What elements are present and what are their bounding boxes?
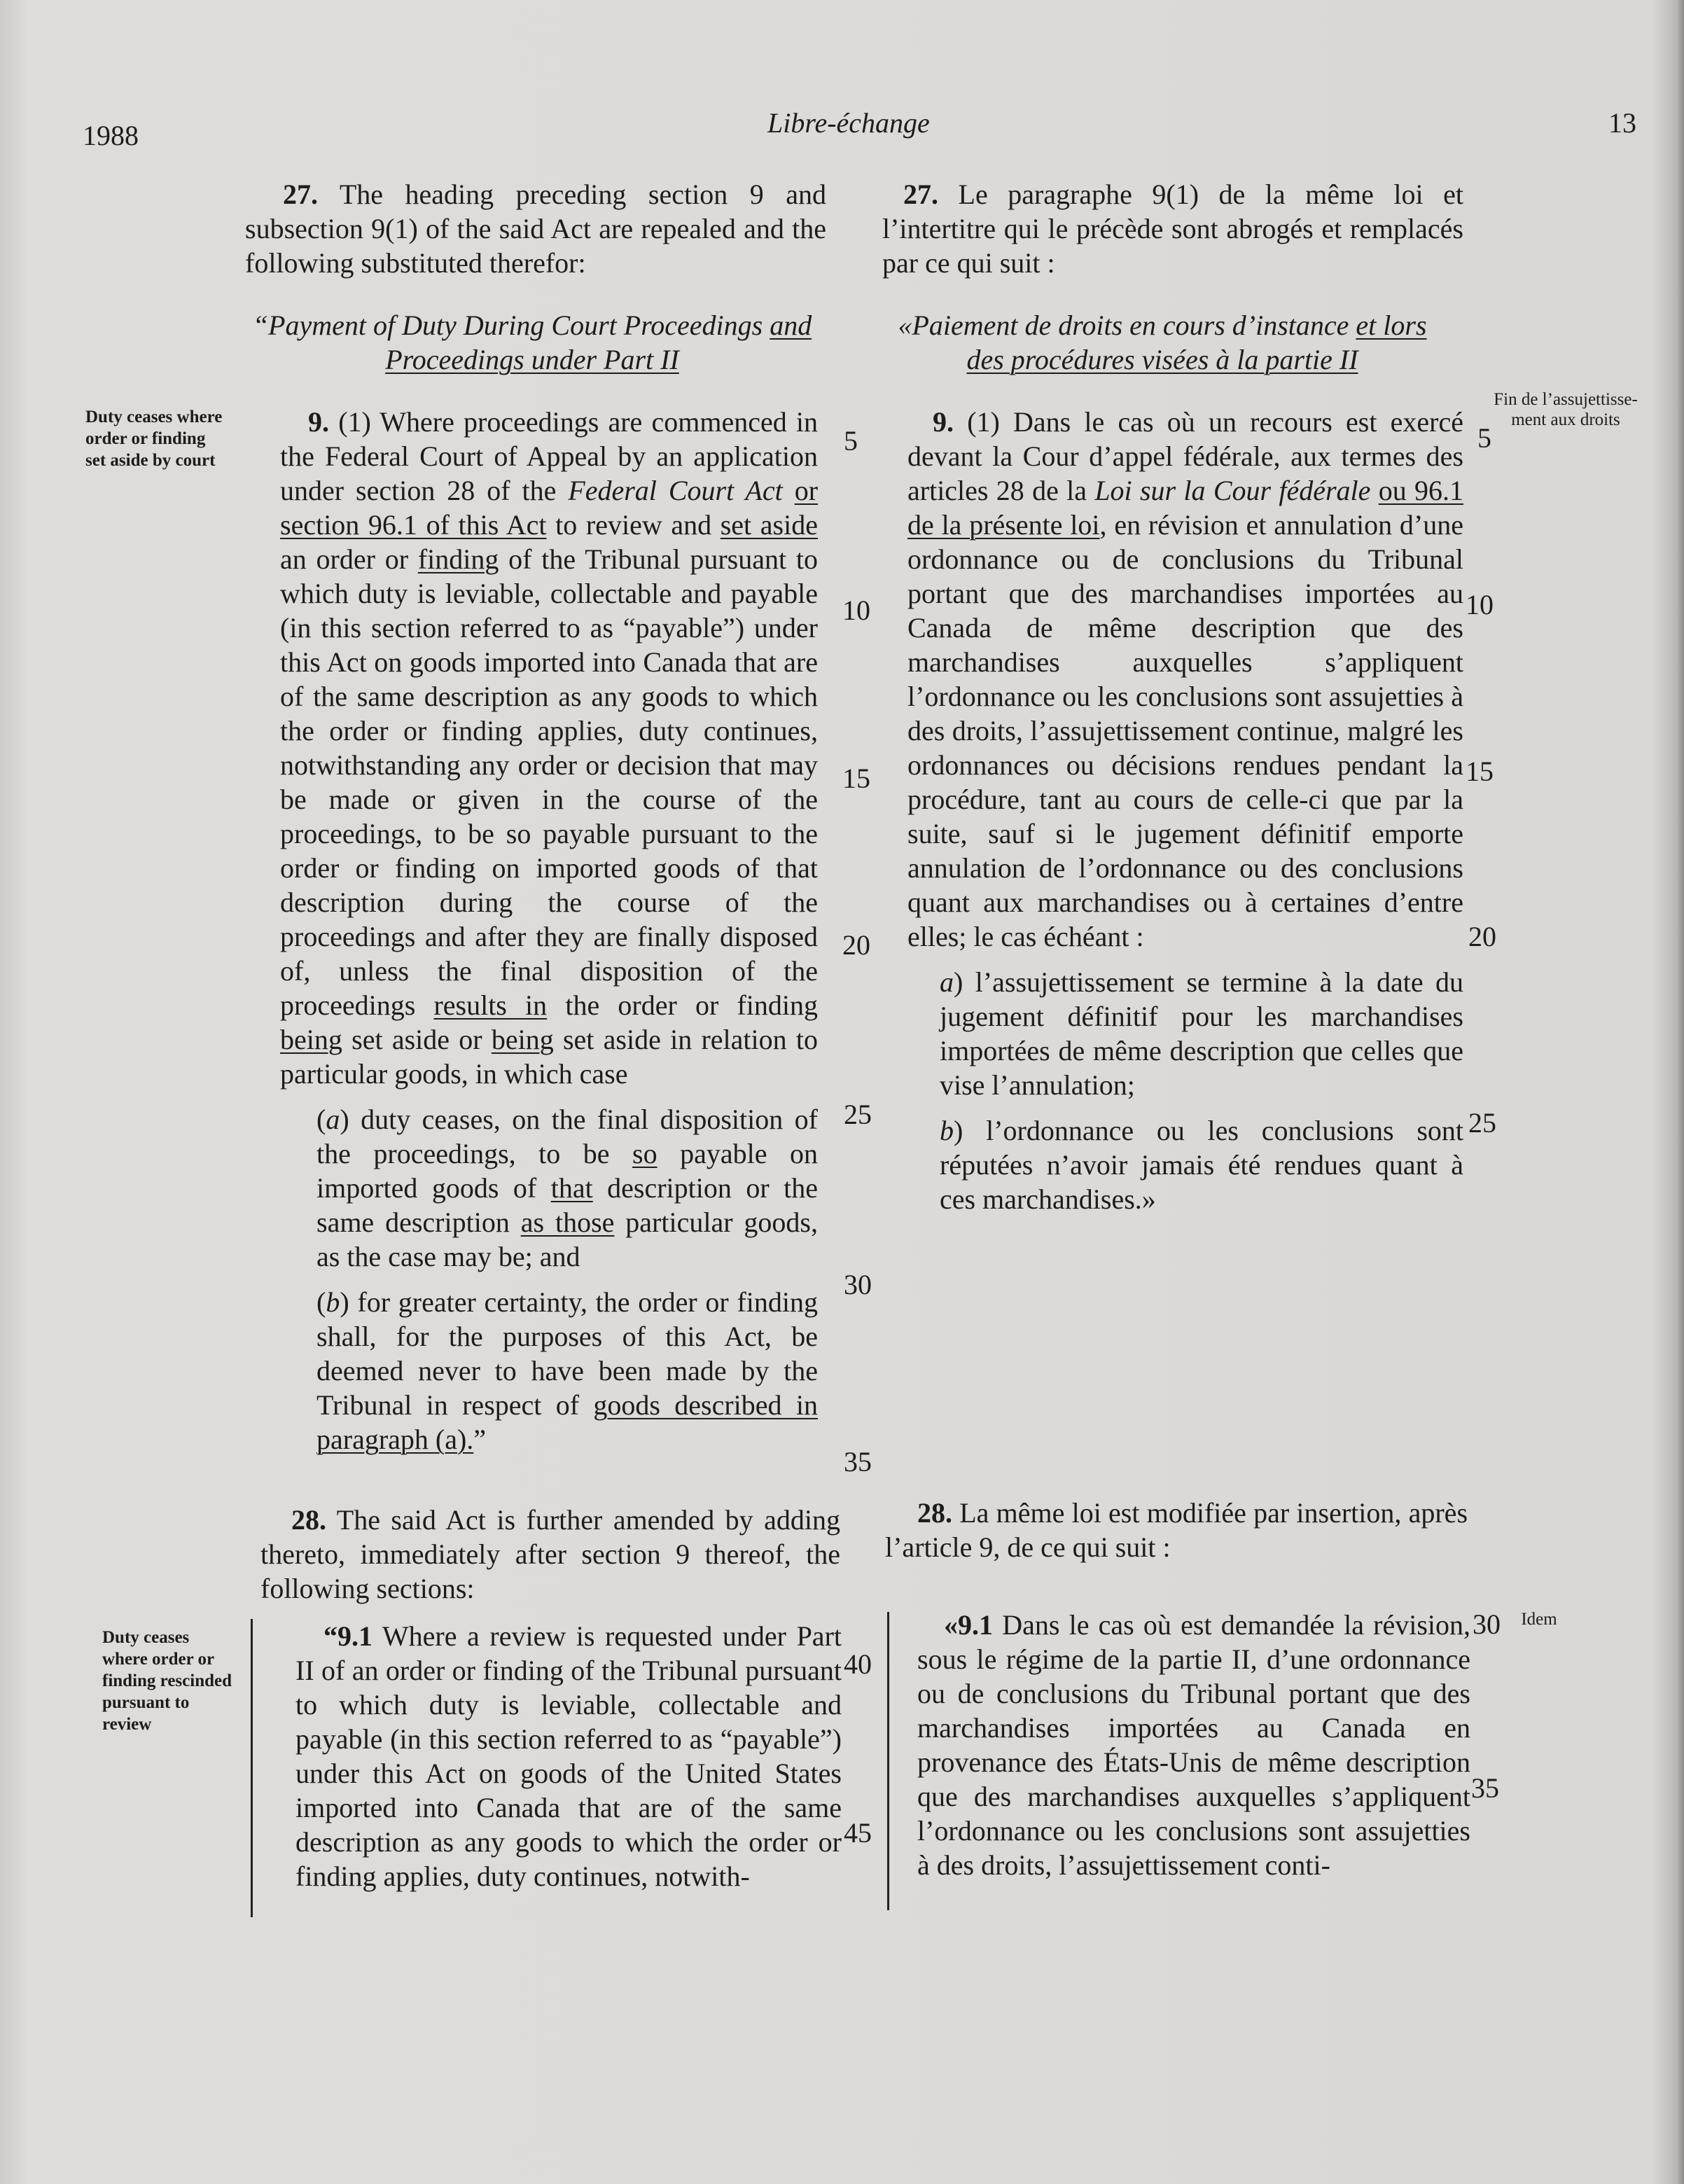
fr-para-a-text: l’assujettissement se termine à la date du jugement définitif pour les marchandises importées de même description que celles que vise l’annulation; <box>940 966 1463 1101</box>
fr-s28-number: 28. <box>917 1497 952 1529</box>
english-section-9-1 <box>295 1619 842 1893</box>
en-line-number-30: 30 <box>844 1269 872 1300</box>
en-heading-underlined: and Proceedings under Part II <box>385 309 812 375</box>
en-s27-text: The heading preceding section 9 and subsection 9(1) of the said Act are repealed and the following substituted therefor: <box>245 179 827 279</box>
fr-s91-paragraph <box>917 1608 1470 1882</box>
en-amendment-bar <box>251 1619 253 1917</box>
fr-heading-text: «Paiement de droits en cours d’instance <box>898 309 1356 341</box>
en-s9-text-4: an order or <box>280 543 418 575</box>
en-section-28 <box>260 1503 840 1606</box>
en-section-27 <box>245 177 826 280</box>
fr-s91-number: «9.1 <box>944 1609 993 1641</box>
en-s9-text-7: set aside or <box>342 1024 492 1055</box>
en-s9-text-5: of the Tribunal pursuant to which duty is leviable, collectable and payable (in this section referred to as “payable”) under this Act on goods imported into Canada that are of the same description as any goods to which the order or finding applies, duty continues, notwithstanding any order or decision that may be made or given in the course of the proceedings, to be so payable pursuant to the order or finding on imported goods of that description during the course of the proceedings and after they are finally disposed of, unless the final disposition of the proceedings <box>280 543 818 1021</box>
en-paragraph-a: (a) duty ceases, on the final disposition of the proceedings, to be so payable on imported goods of that description or the same description as those particular goods, as the case may be; and <box>316 1104 819 1272</box>
header-year: 1988 <box>83 120 139 151</box>
en-s91-number: “9.1 <box>323 1620 373 1652</box>
en-line-number-5: 5 <box>844 425 858 457</box>
en-s9-amend-3: finding <box>417 543 499 575</box>
margin-note-right-1: Fin de l’assujettisse-ment aux droits <box>1494 390 1638 429</box>
fr-s27-number: 27. <box>903 179 938 210</box>
margin-note-left-2: Duty ceases where order or finding rescinded pursuant to review <box>102 1628 232 1734</box>
en-para-a-text-1: duty ceases, on the final disposition of the proceedings, to be <box>316 1104 818 1169</box>
en-s9-number: 9. <box>308 406 329 438</box>
en-s9-paragraph <box>280 405 818 1091</box>
en-para-b-label: b <box>326 1286 340 1318</box>
en-line-number-35: 35 <box>844 1446 872 1477</box>
fr-s9-text-1: (1) Dans le cas où un recours est exercé devant la Cour d’appel fédérale, aux termes des articles 28 de la <box>907 406 1464 506</box>
header-title: Libre-échange <box>767 107 930 139</box>
fr-line-number-15: 15 <box>1466 756 1494 787</box>
french-column-upper <box>882 177 1463 1216</box>
en-para-b-amend-1: goods described in paragraph (a). <box>316 1389 818 1455</box>
margin-note-left-1: Duty ceases where order or finding set aside by court <box>85 408 223 470</box>
fr-paragraph-a: a) l’assujettissement se termine à la date du jugement définitif pour les marchandises importées de même description que celles que vise l’annulation; <box>940 966 1463 1101</box>
en-line-number-45: 45 <box>844 1817 872 1849</box>
fr-line-number-30: 30 <box>1473 1608 1501 1640</box>
fr-s9-text-2 <box>1370 475 1378 506</box>
en-s9-text-1: (1) Where proceedings are commenced in the Federal Court of Appeal by an application under section 28 of the <box>280 406 819 506</box>
fr-paragraph-b: b) l’ordonnance ou les conclusions sont réputées n’avoir jamais été rendues quant à ces marchandises.» <box>940 1115 1463 1215</box>
en-s9-italic-act: Federal Court Act <box>568 475 783 506</box>
en-heading-text: “Payment of Duty During Court Proceedings <box>252 309 770 341</box>
fr-line-number-10: 10 <box>1466 589 1494 620</box>
fr-heading-underlined: et lors des procédures visées à la partie II <box>966 309 1427 375</box>
en-s9-text-8: set aside in relation to particular goods, in which case <box>280 1024 819 1090</box>
en-section-9 <box>245 405 826 1456</box>
en-s28-number: 28. <box>291 1504 326 1536</box>
en-s28-text: The said Act is further amended by adding thereto, immediately after section 9 thereof, the following sections: <box>260 1504 841 1604</box>
fr-s9-number: 9. <box>933 406 954 438</box>
en-s9-amend-4: results in <box>433 989 548 1021</box>
french-section-9-1 <box>917 1608 1470 1882</box>
fr-section-27 <box>882 177 1463 280</box>
fr-line-number-5: 5 <box>1477 422 1491 454</box>
fr-s9-paragraph <box>907 405 1463 954</box>
en-line-number-40: 40 <box>844 1648 872 1680</box>
en-s9-amend-2: set aside <box>720 509 818 541</box>
en-para-b-text-1: for greater certainty, the order or finding shall, for the purposes of this Act, be deemed never to have been made by the Tribunal in respect of <box>316 1286 819 1421</box>
en-line-number-15: 15 <box>842 763 870 794</box>
en-para-a-text-2: payable on imported goods of <box>316 1138 818 1204</box>
en-s27-number: 27. <box>283 179 318 210</box>
fr-para-b-label: b <box>940 1115 954 1146</box>
en-para-a-text-4: particular goods, as the case may be; and <box>316 1206 818 1272</box>
english-column-upper <box>245 177 826 1456</box>
page-number: 13 <box>1608 107 1636 139</box>
fr-s9-italic-act: Loi sur la Cour fédérale <box>1094 475 1371 506</box>
en-para-b-text-2: ” <box>473 1424 487 1455</box>
fr-s9-amend-1: ou 96.1 de la présente loi <box>907 475 1464 541</box>
en-s9-amend-6: being <box>491 1024 554 1055</box>
fr-line-number-35: 35 <box>1471 1772 1499 1804</box>
fr-line-number-20: 20 <box>1468 921 1496 952</box>
en-para-a-amend-3: as those <box>520 1206 615 1238</box>
en-para-a-label: a <box>326 1104 340 1135</box>
en-s9-amend-1: or section 96.1 of this Act <box>280 475 819 541</box>
en-heading <box>245 308 826 377</box>
fr-line-number-25: 25 <box>1468 1107 1496 1139</box>
en-s9-text-2 <box>783 475 795 506</box>
fr-amendment-bar <box>887 1612 889 1910</box>
en-paragraph-b: (b) for greater certainty, the order or finding shall, for the purposes of this Act, be deemed never to have been made by the Tribunal in respect of goods described in paragraph (a).” <box>316 1286 819 1455</box>
en-line-number-10: 10 <box>842 594 870 626</box>
en-line-number-25: 25 <box>844 1099 872 1130</box>
fr-heading <box>882 308 1463 377</box>
en-s9-amend-5: being <box>280 1024 342 1055</box>
fr-s27-text: Le paragraphe 9(1) de la même loi et l’intertitre qui le précède sont abrogés et remplacés par ce qui suit : <box>882 179 1464 279</box>
french-column-lower <box>885 1496 1468 1564</box>
fr-s28-text: La même loi est modifiée par insertion, après l’article 9, de ce qui suit : <box>885 1497 1468 1563</box>
fr-s91-text: Dans le cas où est demandée la révision, sous le régime de la partie II, d’une ordonnance ou de conclusions du Tribunal portant que des marchandises importées au Canada en provenance des États-Unis de même description que des marchandises auxquelles s’appliquent l’ordonnance ou les conclusions sont assujetties à des droits, l’assujettissement conti- <box>917 1609 1471 1881</box>
english-column-lower <box>260 1503 840 1606</box>
fr-para-b-text: l’ordonnance ou les conclusions sont réputées n’avoir jamais été rendues quant à ces marchandises.» <box>940 1115 1463 1215</box>
fr-s9-text-3: , en révision et annulation d’une ordonnance ou de conclusions du Tribunal portant que des marchandises importées au Canada de même description que des marchandises auxquelles s’appliquent l’ordonnance ou les conclusions sont assujetties à des droits, l’assujettissement continue, malgré les ordonnances ou décisions rendues pendant la procédure, tant au cours de celle-ci que par la suite, sauf si le jugement définitif emporte annulation de l’ordonnance ou des conclusions quant aux marchandises ou à certaines d’entre elles; le cas échéant : <box>907 509 1463 952</box>
en-para-a-amend-2: that <box>550 1172 593 1204</box>
margin-note-right-2: Idem <box>1521 1610 1557 1629</box>
en-line-number-20: 20 <box>842 929 870 961</box>
en-s91-paragraph <box>295 1619 842 1893</box>
en-s9-text-6: the order or finding <box>547 989 818 1021</box>
en-para-a-text-3: description or the same description <box>316 1172 819 1238</box>
en-para-a-amend-1: so <box>632 1138 657 1169</box>
en-s9-text-3: to review and <box>546 509 721 541</box>
en-s91-text: Where a review is requested under Part II of an order or finding of the Tribunal pursuant to which duty is leviable, collectable and payable (in this section referred to as “payable”) under this Act on goods of the United States imported into Canada that are of the same description as any goods to which the order or finding applies, duty continues, notwith- <box>295 1620 842 1892</box>
fr-para-a-label: a <box>940 966 954 998</box>
fr-section-9 <box>882 405 1463 1216</box>
fr-section-28 <box>885 1496 1468 1564</box>
